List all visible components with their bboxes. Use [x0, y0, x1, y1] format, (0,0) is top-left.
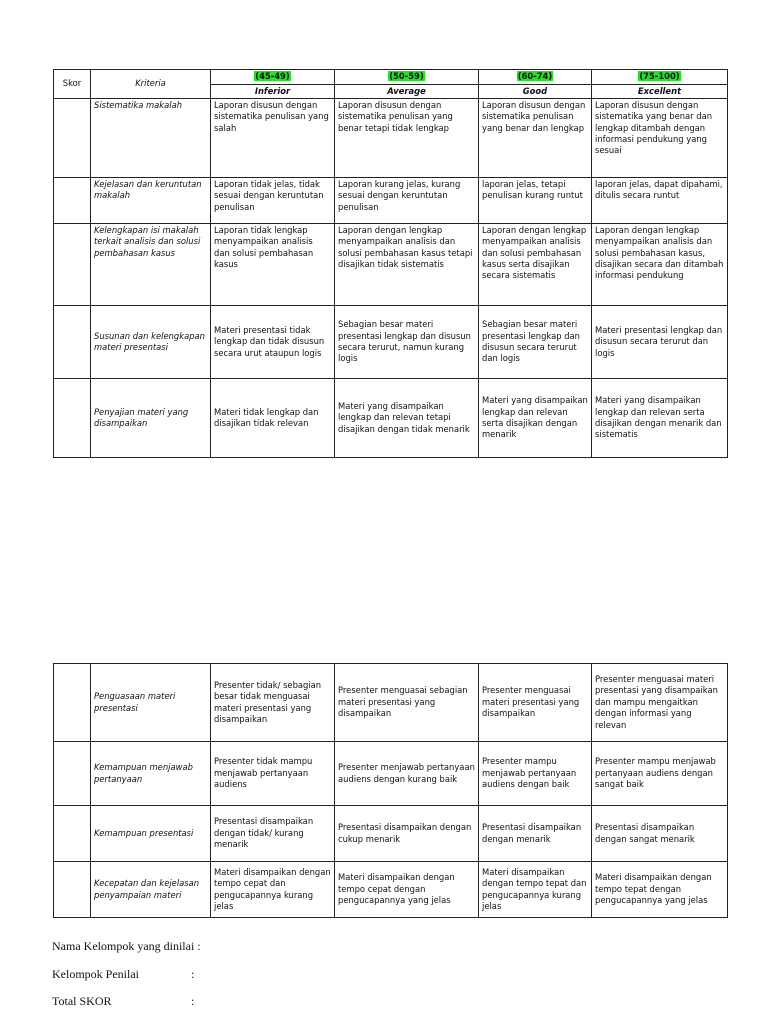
good-cell: Materi yang disampaikan lengkap dan relevan serta disajikan dengan menarik: [479, 379, 592, 458]
excellent-cell: Presenter menguasai materi presentasi yang disampaikan dan mampu mengaitkan dengan informasi yang relevan: [592, 664, 728, 742]
table-row: [54, 224, 728, 306]
inferior-cell: Materi tidak lengkap dan disajikan tidak relevan: [211, 379, 335, 458]
skor-cell: [54, 806, 91, 862]
average-cell: Laporan kurang jelas, kurang sesuai dengan keruntutan penulisan: [335, 178, 479, 224]
range-header-good: [479, 70, 592, 85]
level-header-inferior: Inferior: [211, 85, 335, 99]
skor-cell: [54, 379, 91, 458]
good-cell: Laporan disusun dengan sistematika penulisan yang benar dan lengkap: [479, 99, 592, 178]
excellent-cell: Materi disampaikan dengan tempo tepat dengan pengucapannya yang jelas: [592, 862, 728, 918]
good-cell: Materi disampaikan dengan tempo tepat dan pengucapannya kurang jelas: [479, 862, 592, 918]
inferior-cell: Materi disampaikan dengan tempo cepat dan pengucapannya kurang jelas: [211, 862, 335, 918]
table-row: [54, 178, 728, 224]
skor-cell: [54, 306, 91, 379]
table-row: [54, 664, 728, 742]
criteria-cell: Sistematika makalah: [91, 99, 211, 178]
skor-cell: [54, 742, 91, 806]
total-skor-label: Total SKOR: [52, 994, 112, 1008]
range-header-excellent: [592, 70, 728, 85]
criteria-cell: Penguasaan materi presentasi: [91, 664, 211, 742]
inferior-cell: Presenter tidak mampu menjawab pertanyaan audiens: [211, 742, 335, 806]
range-label: (45-49): [255, 71, 290, 82]
good-cell: Sebagian besar materi presentasi lengkap dan disusun secara terurut dan logis: [479, 306, 592, 379]
excellent-cell: Materi presentasi lengkap dan disusun secara terurut dan logis: [592, 306, 728, 379]
level-header-excellent: Excellent: [592, 85, 728, 99]
table-row: [54, 806, 728, 862]
skor-cell: [54, 862, 91, 918]
table-row: [54, 862, 728, 918]
table-row: [54, 742, 728, 806]
nama-kelompok-label: Nama Kelompok yang dinilai :: [52, 939, 201, 953]
inferior-cell: Materi presentasi tidak lengkap dan tidak disusun secara urut ataupun logis: [211, 306, 335, 379]
kriteria-header: Kriteria: [91, 70, 211, 99]
average-cell: Presenter menjawab pertanyaan audiens dengan kurang baik: [335, 742, 479, 806]
criteria-cell: Penyajian materi yang disampaikan: [91, 379, 211, 458]
skor-cell: [54, 99, 91, 178]
criteria-cell: Kemampuan menjawab pertanyaan: [91, 742, 211, 806]
average-cell: Laporan disusun dengan sistematika penulisan yang benar tetapi tidak lengkap: [335, 99, 479, 178]
skor-cell: [54, 664, 91, 742]
good-cell: laporan jelas, tetapi penulisan kurang runtut: [479, 178, 592, 224]
excellent-cell: Presentasi disampaikan dengan sangat menarik: [592, 806, 728, 862]
criteria-cell: Kejelasan dan keruntutan makalah: [91, 178, 211, 224]
rubric-table-2: [53, 663, 728, 918]
average-cell: Materi yang disampaikan lengkap dan relevan tetapi disajikan dengan tidak menarik: [335, 379, 479, 458]
inferior-cell: Presentasi disampaikan dengan tidak/ kurang menarik: [211, 806, 335, 862]
inferior-cell: Laporan tidak lengkap menyampaikan analisis dan solusi pembahasan kasus: [211, 224, 335, 306]
excellent-cell: Presenter mampu menjawab pertanyaan audiens dengan sangat baik: [592, 742, 728, 806]
skor-header: Skor: [54, 70, 91, 99]
inferior-cell: Laporan tidak jelas, tidak sesuai dengan keruntutan penulisan: [211, 178, 335, 224]
range-label: (50-59): [389, 71, 424, 82]
table-row: [54, 379, 728, 458]
level-header-average: Average: [335, 85, 479, 99]
skor-cell: [54, 224, 91, 306]
criteria-cell: Kelengkapan isi makalah terkait analisis dan solusi pembahasan kasus: [91, 224, 211, 306]
skor-cell: [54, 178, 91, 224]
range-label: (75-100): [639, 71, 680, 82]
range-header-inferior: [211, 70, 335, 85]
excellent-cell: Laporan dengan lengkap menyampaikan analisis dan solusi pembahasan kasus, disajikan secara dan ditambah informasi pendukung: [592, 224, 728, 306]
good-cell: Presentasi disampaikan dengan menarik: [479, 806, 592, 862]
table-row: [54, 306, 728, 379]
criteria-cell: Susunan dan kelengkapan materi presentasi: [91, 306, 211, 379]
total-skor-colon: :: [191, 994, 195, 1008]
average-cell: Presenter menguasai sebagian materi presentasi yang disampaikan: [335, 664, 479, 742]
kelompok-penilai-label: Kelompok Penilai: [52, 967, 139, 981]
excellent-cell: Materi yang disampaikan lengkap dan relevan serta disajikan dengan menarik dan sistematis: [592, 379, 728, 458]
average-cell: Laporan dengan lengkap menyampaikan analisis dan solusi pembahasan kasus tetapi disajikan tidak sistematis: [335, 224, 479, 306]
inferior-cell: Presenter tidak/ sebagian besar tidak menguasai materi presentasi yang disampaikan: [211, 664, 335, 742]
range-header-average: [335, 70, 479, 85]
level-header-good: Good: [479, 85, 592, 99]
criteria-cell: Kemampuan presentasi: [91, 806, 211, 862]
rubric-table-1: [53, 69, 728, 458]
range-label: (60-74): [517, 71, 553, 82]
average-cell: Sebagian besar materi presentasi lengkap dan disusun secara terurut, namun kurang logis: [335, 306, 479, 379]
average-cell: Presentasi disampaikan dengan cukup menarik: [335, 806, 479, 862]
kelompok-penilai-colon: :: [191, 967, 195, 981]
average-cell: Materi disampaikan dengan tempo cepat dengan pengucapannya yang jelas: [335, 862, 479, 918]
good-cell: Presenter menguasai materi presentasi yang disampaikan: [479, 664, 592, 742]
inferior-cell: Laporan disusun dengan sistematika penulisan yang salah: [211, 99, 335, 178]
excellent-cell: Laporan disusun dengan sistematika yang benar dan lengkap ditambah dengan informasi pendukung yang sesuai: [592, 99, 728, 178]
good-cell: Presenter mampu menjawab pertanyaan audiens dengan baik: [479, 742, 592, 806]
criteria-cell: Kecepatan dan kejelasan penyampaian materi: [91, 862, 211, 918]
table-row: [54, 99, 728, 178]
excellent-cell: laporan jelas, dapat dipahami, ditulis secara runtut: [592, 178, 728, 224]
good-cell: Laporan dengan lengkap menyampaikan analisis dan solusi pembahasan kasus serta disajikan secara sistematis: [479, 224, 592, 306]
